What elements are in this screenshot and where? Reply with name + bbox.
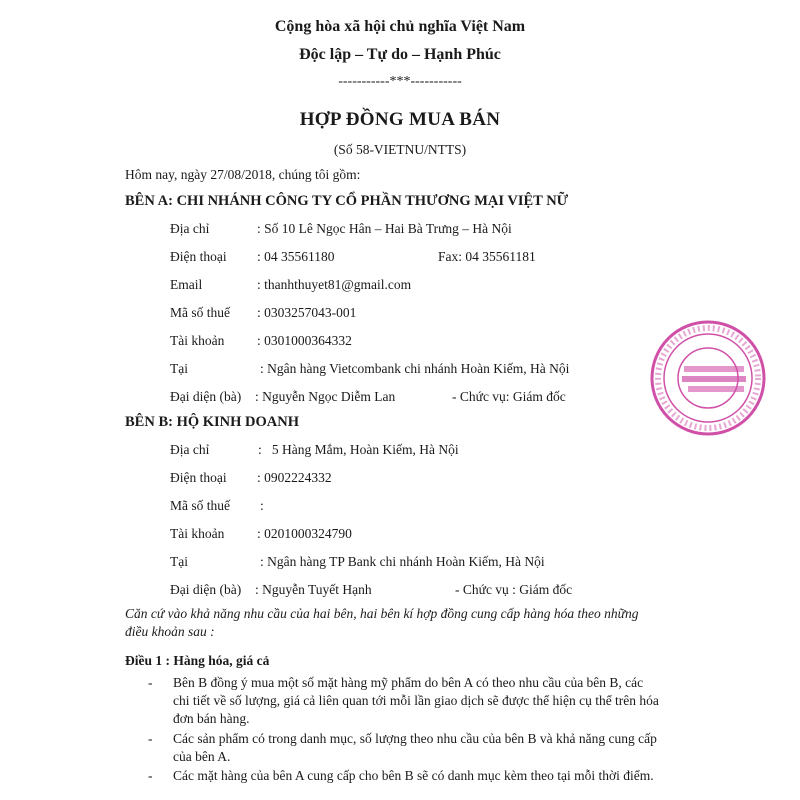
party-a-phone-value: : 04 35561180 [257, 249, 335, 264]
party-b-account-value: : 0201000324790 [257, 526, 352, 541]
national-title: Cộng hòa xã hội chủ nghĩa Việt Nam [274, 18, 526, 35]
party-b-account-label: Tài khoản [170, 526, 225, 541]
party-b-address-label: Địa chỉ [170, 442, 210, 457]
bullet-1-line-2: chi tiết về số lượng, giá cả liên quan tới mỗi lần giao dịch sẽ được thể hiện cụ thể trên hóa [173, 693, 659, 708]
preamble-line-1: Căn cứ vào khả năng nhu cầu của hai bên, hai bên kí hợp đồng cung cấp hàng hóa theo những [125, 606, 639, 621]
party-a-rep-position: - Chức vụ: Giám đốc [452, 389, 566, 404]
header-divider: -----------***----------- [338, 74, 462, 89]
document-title: HỢP ĐỒNG MUA BÁN [299, 109, 501, 130]
party-b-phone-label: Điện thoại [170, 470, 227, 485]
party-a-rep-label: Đại diện (bà) [170, 389, 242, 404]
party-a-phone-label: Điện thoại [170, 249, 227, 264]
contract-number: (Số 58-VIETNU/NTTS) [333, 142, 467, 157]
bullet-1-line-3: đơn bán hàng. [173, 711, 250, 726]
party-b-rep-position: - Chức vụ : Giám đốc [455, 582, 573, 597]
party-b-address-value: : 5 Hàng Mắm, Hoàn Kiếm, Hà Nội [258, 442, 459, 457]
preamble-line-2: điều khoản sau : [125, 624, 215, 639]
bullet-2-line-2: của bên A. [173, 749, 231, 764]
party-b-phone-value: : 0902224332 [257, 470, 332, 485]
company-seal [648, 318, 768, 438]
bullet-mark: - [148, 675, 153, 690]
party-b-rep-label: Đại diện (bà) [170, 582, 242, 597]
party-a-email-label: Email [170, 277, 203, 292]
bullet-3-line-1: Các mặt hàng của bên A cung cấp cho bên B sẽ có danh mục kèm theo tại mỗi thời điểm. [173, 768, 654, 783]
party-b-tax-value: : [260, 498, 264, 513]
article-1-heading: Điều 1 : Hàng hóa, giá cả [125, 653, 270, 668]
party-b-rep-value: : Nguyễn Tuyết Hạnh [255, 582, 372, 597]
party-a-address-value: : Số 10 Lê Ngọc Hân – Hai Bà Trưng – Hà Nội [257, 221, 512, 236]
party-b-bank-value: : Ngân hàng TP Bank chi nhánh Hoàn Kiếm, Hà Nội [260, 554, 545, 569]
party-a-fax-value: Fax: 04 35561181 [438, 249, 536, 264]
bullet-mark: - [148, 731, 153, 746]
intro-text: Hôm nay, ngày 27/08/2018, chúng tôi gồm: [125, 167, 361, 182]
party-b-tax-label: Mã số thuế [170, 498, 230, 513]
bullet-mark: - [148, 768, 153, 783]
party-a-heading: BÊN A: CHI NHÁNH CÔNG TY CỔ PHẦN THƯƠNG MẠI VIỆT NỮ [125, 193, 569, 209]
party-a-bank-value: : Ngân hàng Vietcombank chi nhánh Hoàn Kiếm, Hà Nội [260, 361, 570, 376]
party-a-tax-label: Mã số thuế [170, 305, 230, 320]
party-b-bank-label: Tại [170, 554, 188, 569]
party-a-address-label: Địa chỉ [170, 221, 210, 236]
party-a-email-value: : thanhthuyet81@gmail.com [257, 277, 412, 292]
party-a-account-value: : 0301000364332 [257, 333, 352, 348]
bullet-2-line-1: Các sản phẩm có trong danh mục, số lượng theo nhu cầu của bên B và khả năng cung cấp [173, 731, 657, 746]
party-a-account-label: Tài khoản [170, 333, 225, 348]
national-motto: Độc lập – Tự do – Hạnh Phúc [299, 46, 501, 63]
party-a-rep-value: : Nguyễn Ngọc Diễm Lan [255, 389, 396, 404]
party-b-heading: BÊN B: HỘ KINH DOANH [125, 414, 300, 430]
party-a-bank-label: Tại [170, 361, 188, 376]
party-a-tax-value: : 0303257043-001 [257, 305, 357, 320]
bullet-1-line-1: Bên B đồng ý mua một số mặt hàng mỹ phẩm do bên A có theo nhu cầu của bên B, các [173, 675, 644, 690]
